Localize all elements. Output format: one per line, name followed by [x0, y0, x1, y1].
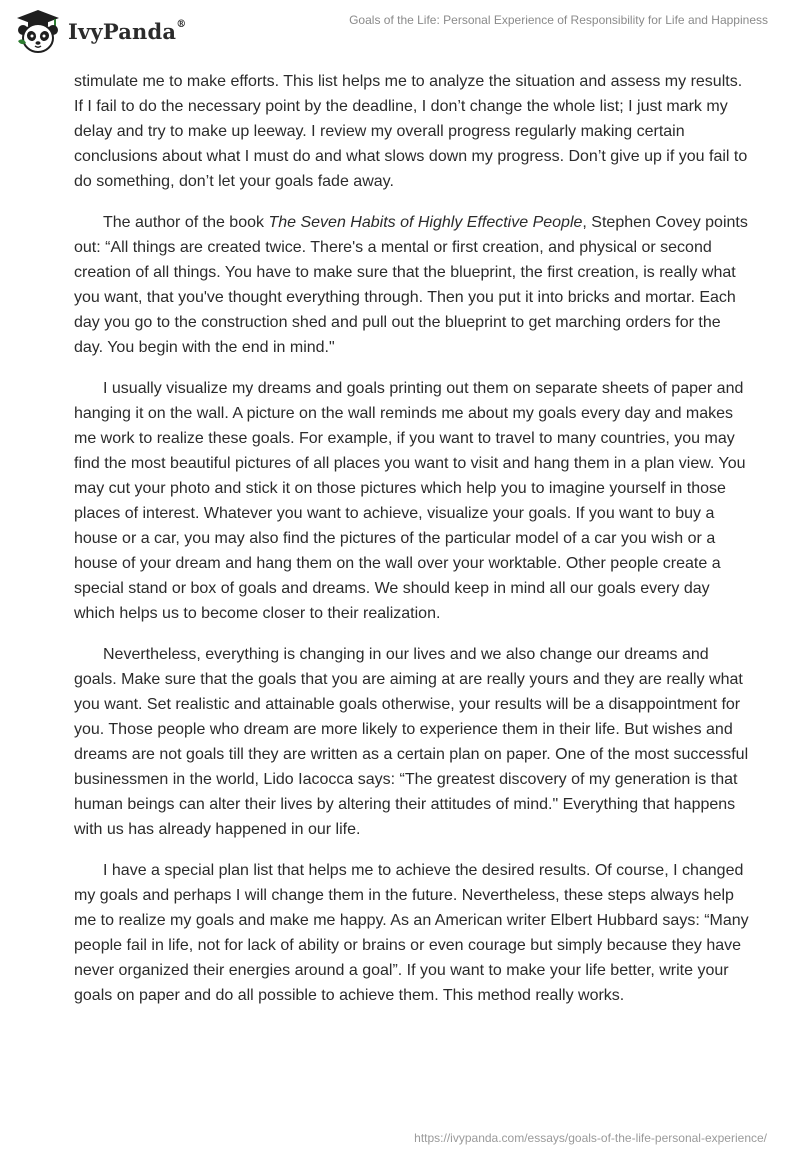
book-title: The Seven Habits of Highly Effective People [268, 214, 583, 231]
paragraph-2 [74, 210, 754, 360]
page-header [0, 0, 800, 60]
paragraph-1: stimulate me to make efforts. This list helps me to analyze the situation and assess my results. If I fail to do the necessary point by the deadline, I don’t change the whole list; I just mark my delay and try to make up leeway. I review my overall progress regularly making certain conclusions about what I must do and what slows down my progress. Don’t give up if you fail to do something, don’t let your goals fade away. [74, 73, 748, 190]
panda-graduate-logo-icon [14, 7, 62, 55]
source-url[interactable]: https://ivypanda.com/essays/goals-of-the-life-personal-experience/ [414, 1131, 767, 1145]
paragraph-2-rest: , Stephen Covey points out: “All things are created twice. There's a mental or first creation, and physical or second creation of all things. You have to make sure that the blueprint, the first creation, is really what you want, that you've thought everything through. Then you put it into bricks and mortar. Each day you go to the construction shed and pull out the blueprint to get marching orders for the day. You begin with the end in mind." [74, 214, 748, 356]
document-title: Goals of the Life: Personal Experience of Responsibility for Life and Happiness [349, 13, 768, 27]
paragraph-2-lead: The author of the book [103, 214, 269, 231]
registered-mark: ® [176, 18, 187, 30]
brand-name: IvyPanda® [68, 18, 187, 44]
ivypanda-logo[interactable] [14, 6, 186, 56]
paragraph-5: I have a special plan list that helps me to achieve the desired results. Of course, I changed my goals and perhaps I will change them in the future. Nevertheless, these steps always help me to realize my goals and make me happy. As an American writer Elbert Hubbard says: “Many people fail in life, not for lack of ability or brains or even courage but simply because they have never organized their energies around a goal”. If you want to make your life better, write your goals on paper and do all possible to achieve them. This method really works. [74, 862, 749, 1004]
paragraph-4: Nevertheless, everything is changing in our lives and we also change our dreams and goals. Make sure that the goals that you are aiming at are really yours and they are really what you want. Set realistic and attainable goals otherwise, your results will be a disappointment for you. Those people who dream are more likely to experience them in their life. But wishes and dreams are not goals till they are written as a certain plan on paper. One of the most successful businessmen in the world, Lido Iacocca says: “The greatest discovery of my generation is that human beings can alter their lives by altering their attitudes of mind." Everything that happens with us has already happened in our life. [74, 646, 749, 838]
essay-body [74, 69, 754, 1024]
paragraph-3: I usually visualize my dreams and goals printing out them on separate sheets of paper and hanging it on the wall. A picture on the wall reminds me about my goals every day and makes me work to realize these goals. For example, if you want to travel to many countries, you may find the most beautiful pictures of all places you want to visit and hang them in a plan view. You may cut your photo and stick it on those pictures which help you to imagine yourself in those places of interest. Whatever you want to achieve, visualize your goals. If you want to buy a house or a car, you may also find the pictures of the particular model of a car you wish or a house of your dream and hang them on the wall over your worktable. Other people create a special stand or box of goals and dreams. We should keep in mind all our goals every day which helps us to become closer to their realization. [74, 380, 746, 622]
